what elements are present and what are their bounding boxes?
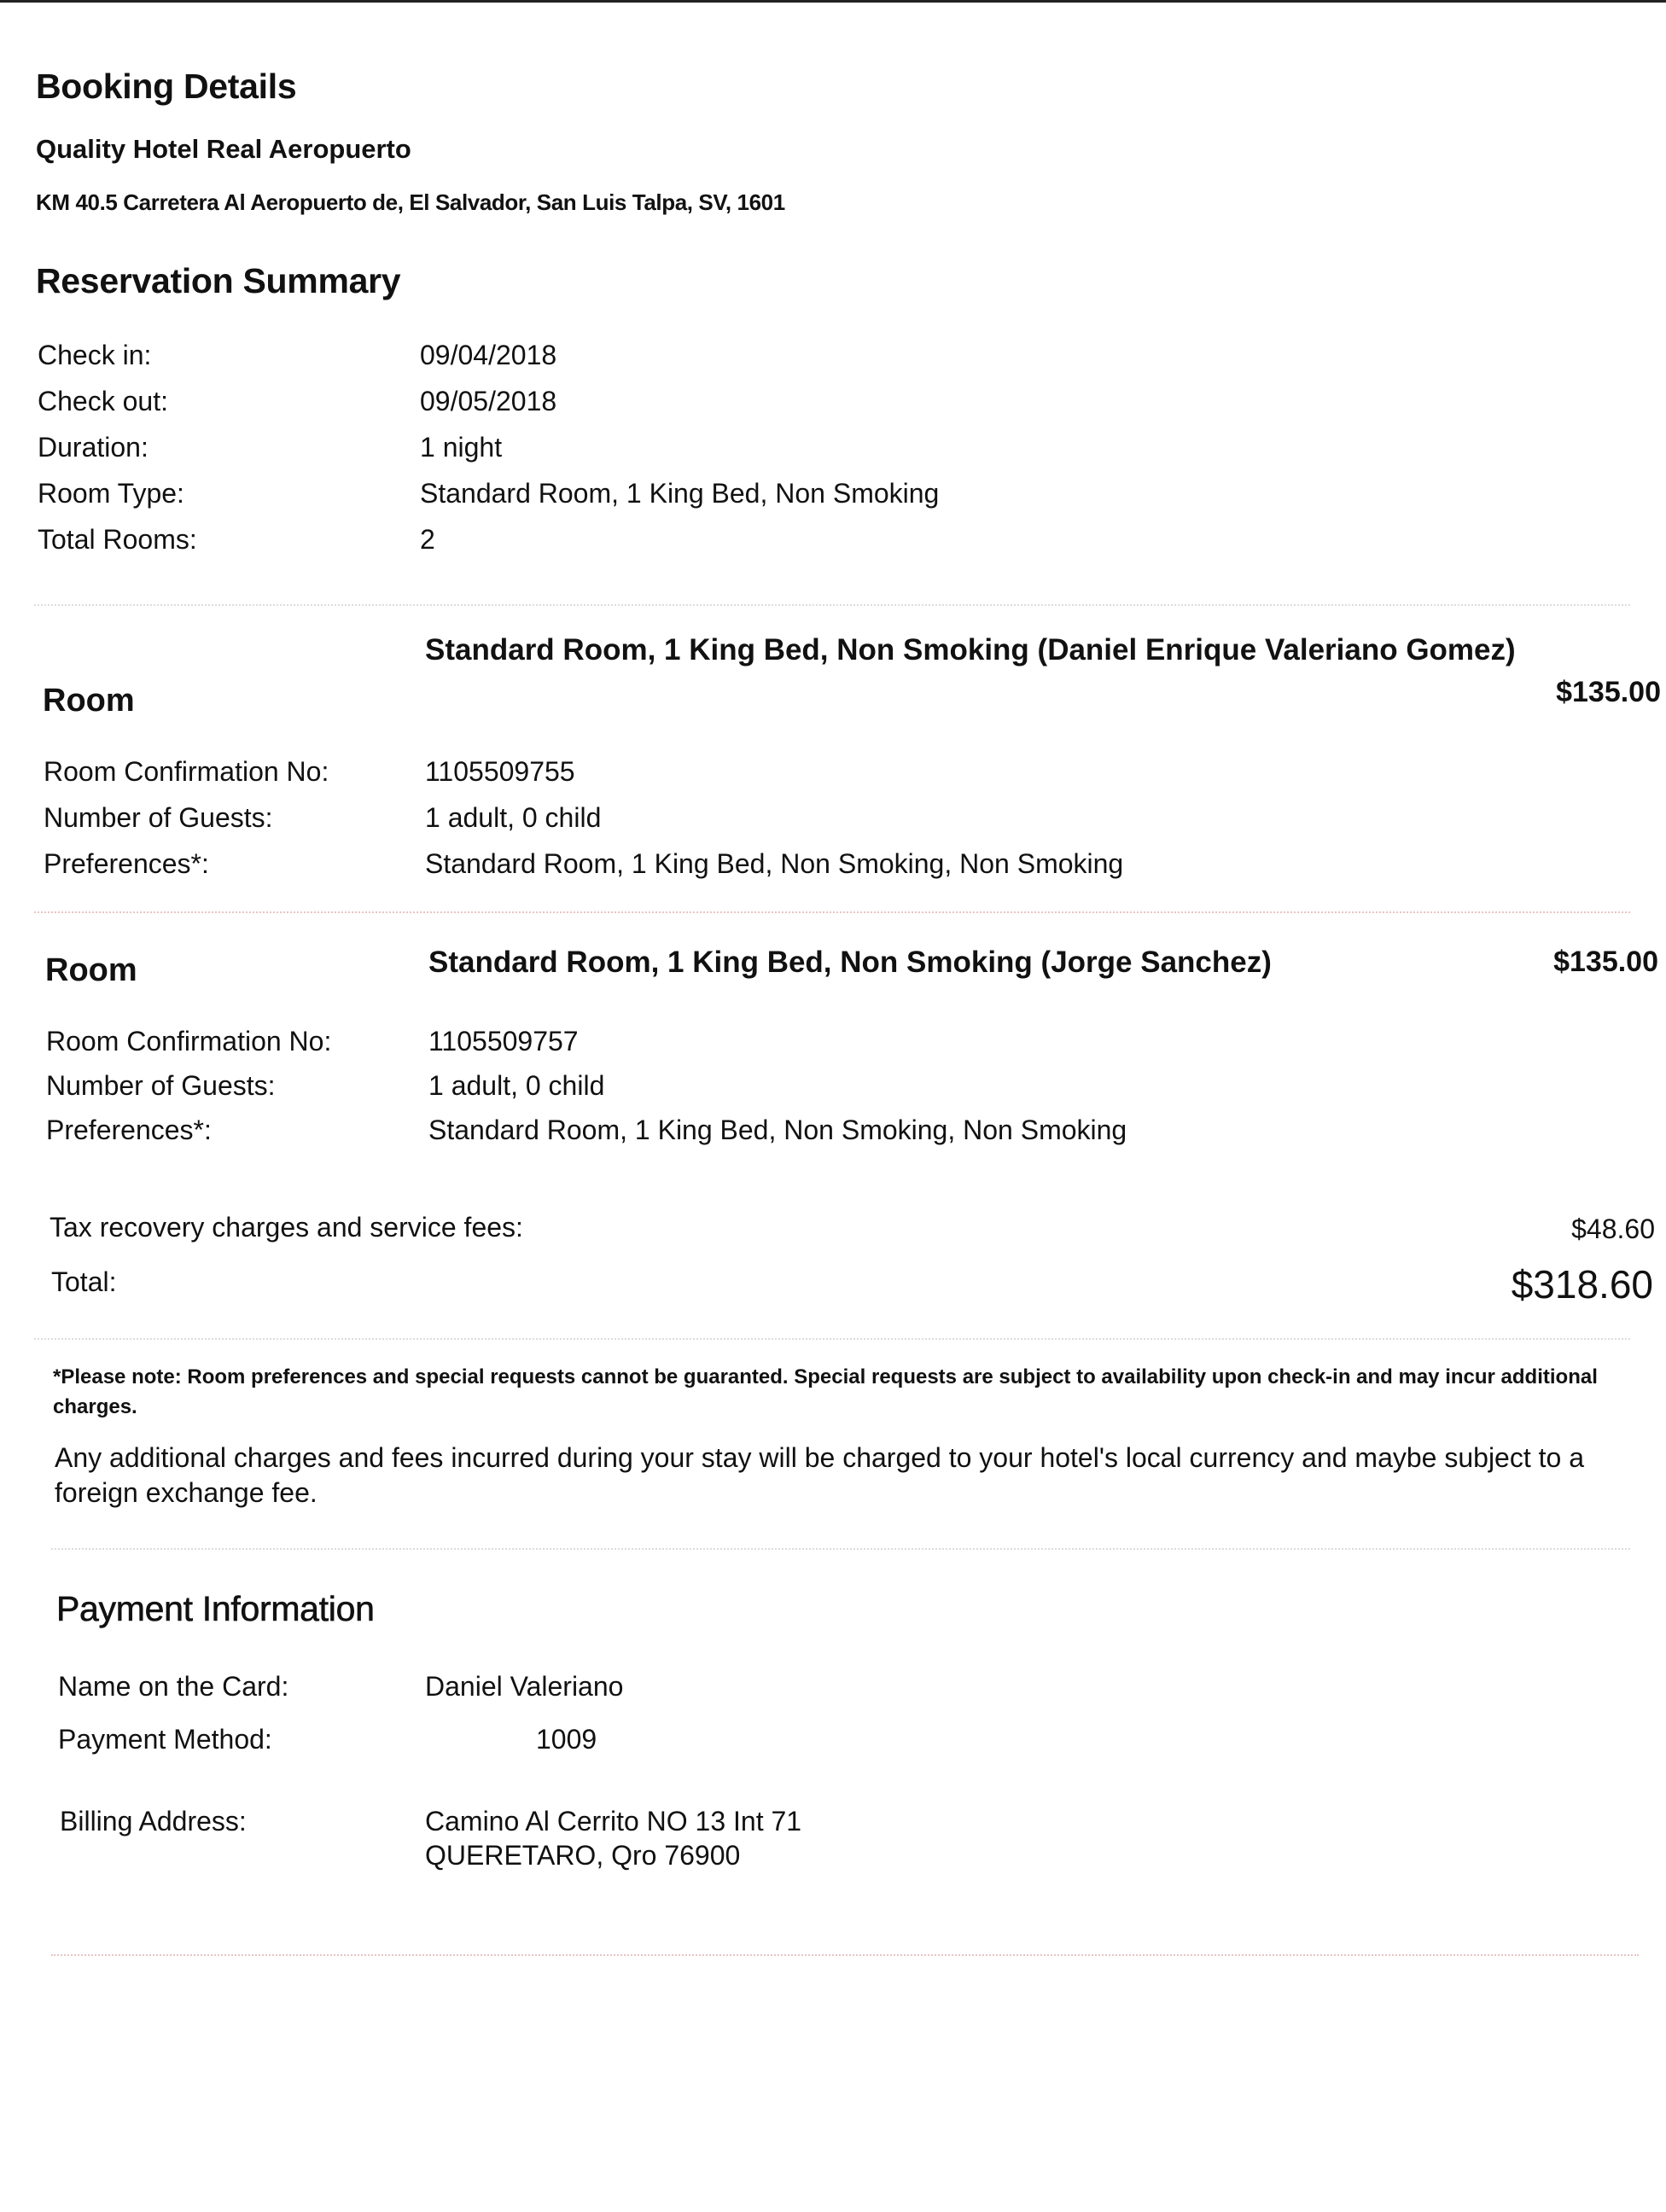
billing-address-line2: QUERETARO, Qro 76900 [425,1840,741,1871]
confirmation-no-label: Room Confirmation No: [46,1026,332,1057]
duration-value: 1 night [420,432,503,463]
payment-method-value: 1009 [536,1724,597,1755]
room-heading: Room [43,683,135,719]
billing-address-line1: Camino Al Cerrito NO 13 Int 71 [425,1806,802,1837]
total-label: Total: [51,1266,117,1297]
room-title: Standard Room, 1 King Bed, Non Smoking (Jorge Sanchez) [428,946,1272,979]
room-type-label: Room Type: [38,478,184,509]
total-rooms-label: Total Rooms: [38,524,197,555]
confirmation-no-label: Room Confirmation No: [44,756,329,787]
section-divider [51,1954,1639,1956]
section-divider [34,911,1630,913]
tax-value: $48.60 [1571,1214,1655,1244]
section-divider [34,1338,1630,1340]
guests-value: 1 adult, 0 child [425,802,602,833]
reservation-summary-title: Reservation Summary [36,261,401,300]
room-price: $135.00 [1553,946,1658,978]
tax-label: Tax recovery charges and service fees: [50,1212,523,1243]
room-type-value: Standard Room, 1 King Bed, Non Smoking [420,478,940,509]
name-on-card-label: Name on the Card: [58,1671,289,1702]
preferences-value: Standard Room, 1 King Bed, Non Smoking, Non Smoking [425,848,1124,879]
preferences-value: Standard Room, 1 King Bed, Non Smoking, Non Smoking [428,1115,1127,1145]
guests-value: 1 adult, 0 child [428,1070,605,1101]
total-rooms-value: 2 [420,524,435,555]
name-on-card-value: Daniel Valeriano [425,1671,624,1702]
preferences-label: Preferences*: [46,1115,212,1145]
check-out-label: Check out: [38,386,168,416]
top-border [0,0,1666,3]
hotel-name: Quality Hotel Real Aeropuerto [36,134,411,164]
payment-method-label: Payment Method: [58,1724,272,1755]
guests-label: Number of Guests: [46,1070,276,1101]
booking-details-title: Booking Details [36,67,297,106]
hotel-address: KM 40.5 Carretera Al Aeropuerto de, El Salvador, San Luis Talpa, SV, 1601 [36,189,785,215]
room-heading: Room [45,952,137,988]
check-out-value: 09/05/2018 [420,386,557,416]
guests-label: Number of Guests: [44,802,273,833]
confirmation-no-value: 1105509757 [428,1026,579,1057]
room-title: Standard Room, 1 King Bed, Non Smoking (Daniel Enrique Valeriano Gomez) [425,633,1516,667]
payment-information-title: Payment Information [56,1589,375,1628]
billing-address-label: Billing Address: [60,1806,247,1837]
total-value: $318.60 [1511,1262,1653,1307]
section-divider [34,604,1630,606]
preferences-label: Preferences*: [44,848,209,879]
confirmation-no-value: 1105509755 [425,756,575,787]
charges-note: Any additional charges and fees incurred during your stay will be charged to your hotel's local currency and maybe subject to a foreign exchange fee. [55,1442,1584,1508]
check-in-label: Check in: [38,340,152,370]
preferences-note: *Please note: Room preferences and special requests cannot be guaranted. Special requests are subject to availability upon check-in and may incur additional charges. [53,1365,1598,1418]
room-price: $135.00 [1556,676,1661,708]
section-divider [51,1548,1630,1550]
duration-label: Duration: [38,432,149,463]
check-in-value: 09/04/2018 [420,340,557,370]
